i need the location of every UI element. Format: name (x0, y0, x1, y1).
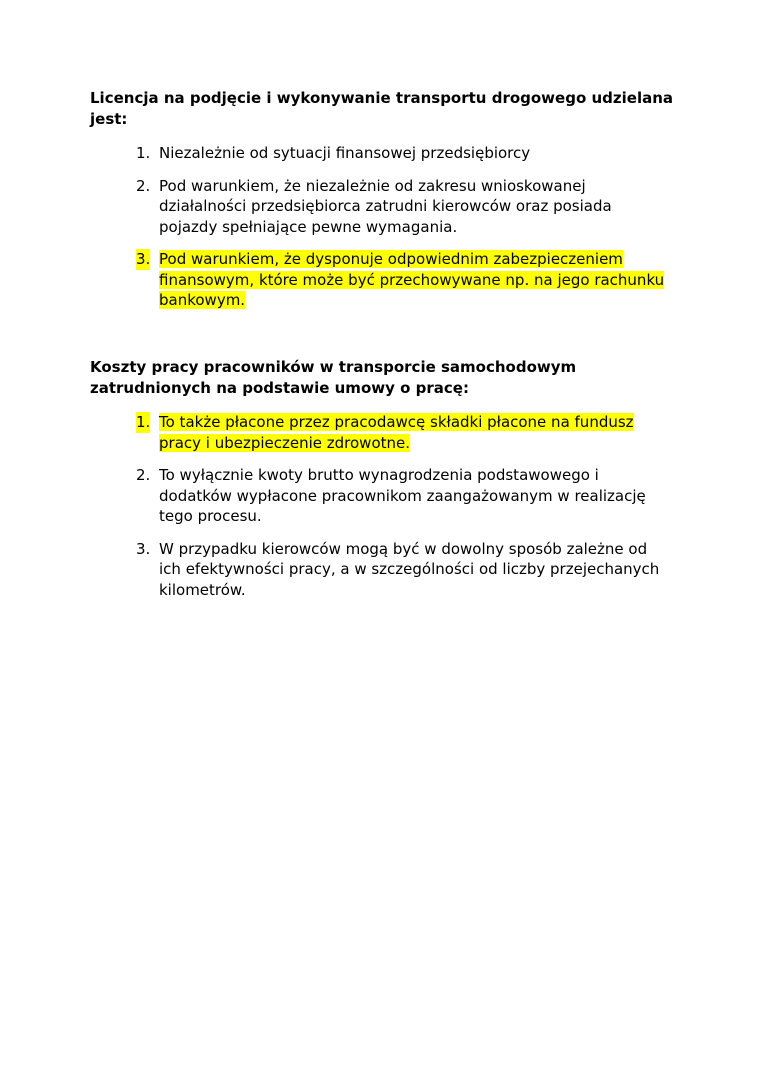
answer-text: Pod warunkiem, że niezależnie od zakresu wnioskowanej działalności przedsiębiorca zatrudni kierowców oraz posiada pojazdy spełniające pewne wymagania. (159, 176, 612, 236)
question-1 (90, 88, 690, 311)
answer-number: 1. (136, 413, 151, 431)
answer-item-highlighted (90, 249, 669, 311)
answer-text: W przypadku kierowców mogą być w dowolny sposób zależne od ich efektywności pracy, a w szczególności od liczby przejechanych kilometrów. (159, 539, 660, 599)
answer-text: To wyłącznie kwoty brutto wynagrodzenia podstawowego i dodatków wypłacone pracownikom zaangażowanym w realizację tego procesu. (159, 466, 646, 525)
answer-number: 1. (136, 144, 151, 162)
answer-number: 3. (136, 539, 151, 558)
question-2-heading: Koszty pracy pracowników w transporcie samochodowym zatrudnionych na podstawie umowy o pracę: (90, 358, 577, 397)
answer-item (90, 176, 669, 238)
answer-item (90, 143, 669, 164)
answer-text: Niezależnie od sytuacji finansowej przedsiębiorcy (159, 144, 531, 162)
answer-number: 2. (136, 176, 151, 195)
answer-number: 3. (136, 250, 151, 268)
answer-text: To także płacone przez pracodawcę składki płacone na fundusz pracy i ubezpieczenie zdrowotne. (159, 413, 634, 452)
question-2-answers (90, 412, 690, 600)
answer-number: 2. (136, 466, 151, 484)
question-2 (90, 357, 690, 600)
answer-item (90, 539, 669, 601)
answer-text: Pod warunkiem, że dysponuje odpowiednim zabezpieczeniem finansowym, które może być przechowywane np. na jego rachunku bankowym. (159, 250, 665, 309)
question-1-heading: Licencja na podjęcie i wykonywanie transportu drogowego udzielana jest: (90, 89, 674, 128)
answer-item (90, 465, 669, 527)
question-1-answers (90, 143, 690, 311)
answer-item-highlighted (90, 412, 669, 453)
